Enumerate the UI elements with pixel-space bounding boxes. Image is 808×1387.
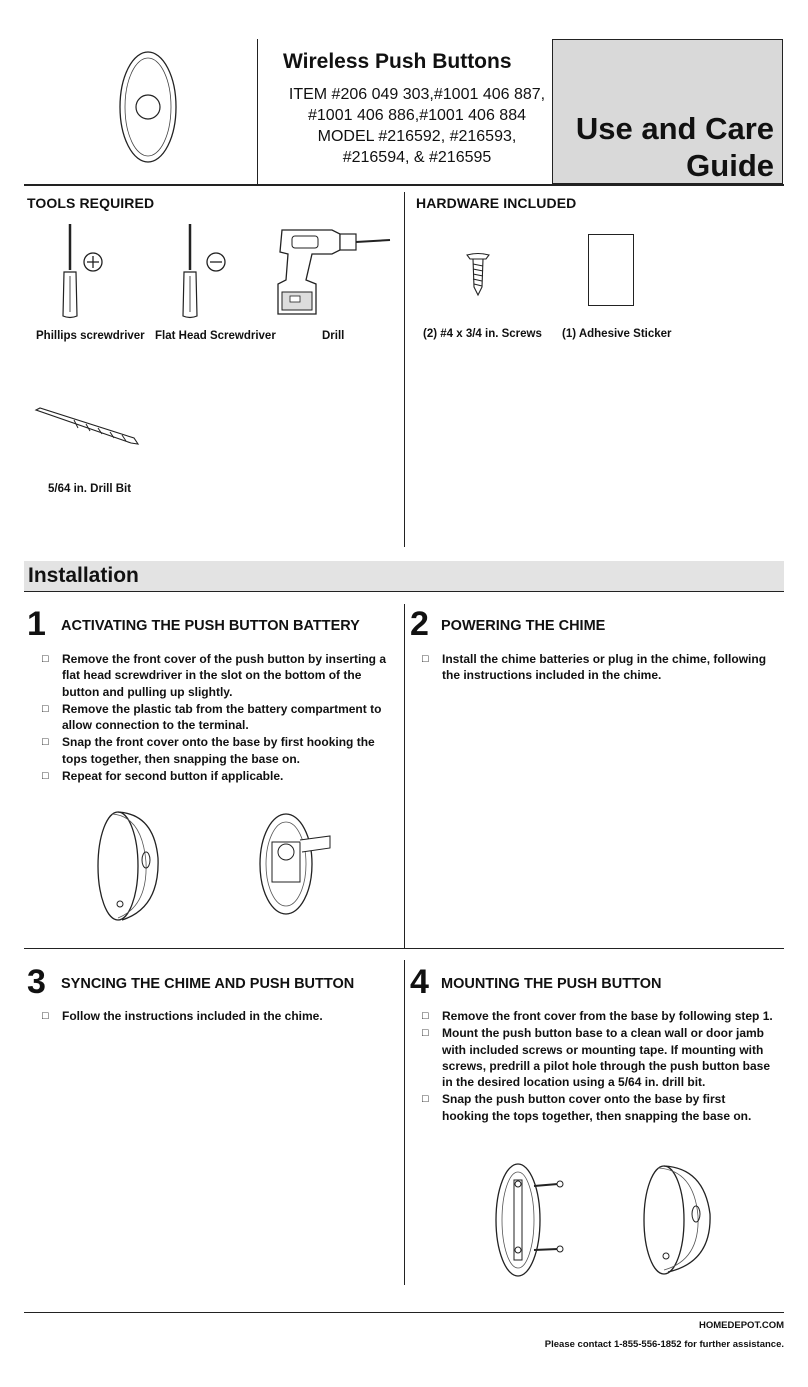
list-item: □ Remove the front cover of the push button by inserting a flat head screwdriver in the slot on the bottom of the button and pulling up slightly. [42, 651, 392, 700]
step-1-instructions [42, 651, 392, 785]
installation-heading: Installation [28, 564, 139, 587]
item-line: ITEM #206 049 303,#1001 406 887, [288, 86, 546, 103]
drill-bit-icon [34, 406, 142, 446]
adhesive-sticker-icon [588, 234, 634, 306]
list-item: □ Mount the push button base to a clean wall or door jamb with included screws or mounting tape. If mounting with screws, predrill a pilot hole through the push button base in the desired location using a 5/64 in. drill bit. [422, 1025, 774, 1090]
tool-label: Drill [322, 330, 345, 342]
installation-heading-bar [24, 561, 784, 592]
push-button-base-illustration [254, 812, 334, 916]
list-item: □ Follow the instructions included in the chime. [42, 1008, 392, 1024]
guide-title-line2: Guide [686, 148, 774, 183]
tool-label: 5/64 in. Drill Bit [48, 483, 132, 495]
phillips-screwdriver-icon [58, 222, 108, 320]
model-line: #216594, & #216595 [342, 149, 492, 166]
model-line: MODEL #216592, #216593, [317, 128, 517, 145]
step-number: 1 [27, 605, 46, 643]
product-title: Wireless Push Buttons [283, 50, 512, 73]
guide-title-line1: Use and Care [575, 111, 774, 146]
screw-icon [466, 253, 490, 297]
list-item: □ Install the chime batteries or plug in the chime, following the instructions included in the chime. [422, 651, 774, 684]
step-number: 2 [410, 605, 429, 643]
step-title: MOUNTING THE PUSH BUTTON [441, 976, 662, 992]
push-button-illustration [118, 50, 178, 165]
step-number: 4 [410, 963, 429, 1001]
tool-label: Phillips screwdriver [36, 330, 145, 342]
list-item: □ Remove the front cover from the base by following step 1. [422, 1008, 774, 1024]
list-item: □ Remove the plastic tab from the battery compartment to allow connection to the terminal. [42, 701, 392, 734]
step-title: POWERING THE CHIME [441, 618, 606, 634]
item-model-numbers [283, 84, 551, 168]
step-2-instructions [422, 651, 774, 685]
step-number: 3 [27, 963, 46, 1001]
mounted-push-button-illustration [640, 1162, 716, 1276]
list-item: □ Snap the push button cover onto the base by first hooking the tops together, then snapping the base on. [422, 1091, 774, 1124]
step-title: ACTIVATING THE PUSH BUTTON BATTERY [61, 618, 360, 634]
tool-label: Flat Head Screwdriver [155, 330, 276, 342]
contact-text: Please contact 1-855-556-1852 for further assistance. [544, 1339, 784, 1350]
hardware-label: (2) #4 x 3/4 in. Screws [423, 328, 542, 340]
mounting-screws-illustration [494, 1160, 574, 1278]
hardware-label: (1) Adhesive Sticker [562, 328, 672, 340]
step-4-instructions [422, 1008, 774, 1125]
list-item: □ Repeat for second button if applicable. [42, 768, 392, 784]
push-button-cover-illustration [92, 808, 164, 924]
drill-icon [272, 222, 392, 320]
item-line: #1001 406 886,#1001 406 884 [308, 107, 526, 124]
step-title: SYNCING THE CHIME AND PUSH BUTTON [61, 976, 355, 992]
list-item: □ Snap the front cover onto the base by first hooking the tops together, then snapping the base on. [42, 734, 392, 767]
tools-heading: TOOLS REQUIRED [27, 195, 155, 211]
flat-head-screwdriver-icon [178, 222, 228, 320]
step-3-instructions [42, 1008, 392, 1025]
hardware-heading: HARDWARE INCLUDED [416, 195, 577, 211]
website-link[interactable]: HOMEDEPOT.COM [699, 1320, 784, 1331]
use-and-care-box [552, 39, 783, 184]
